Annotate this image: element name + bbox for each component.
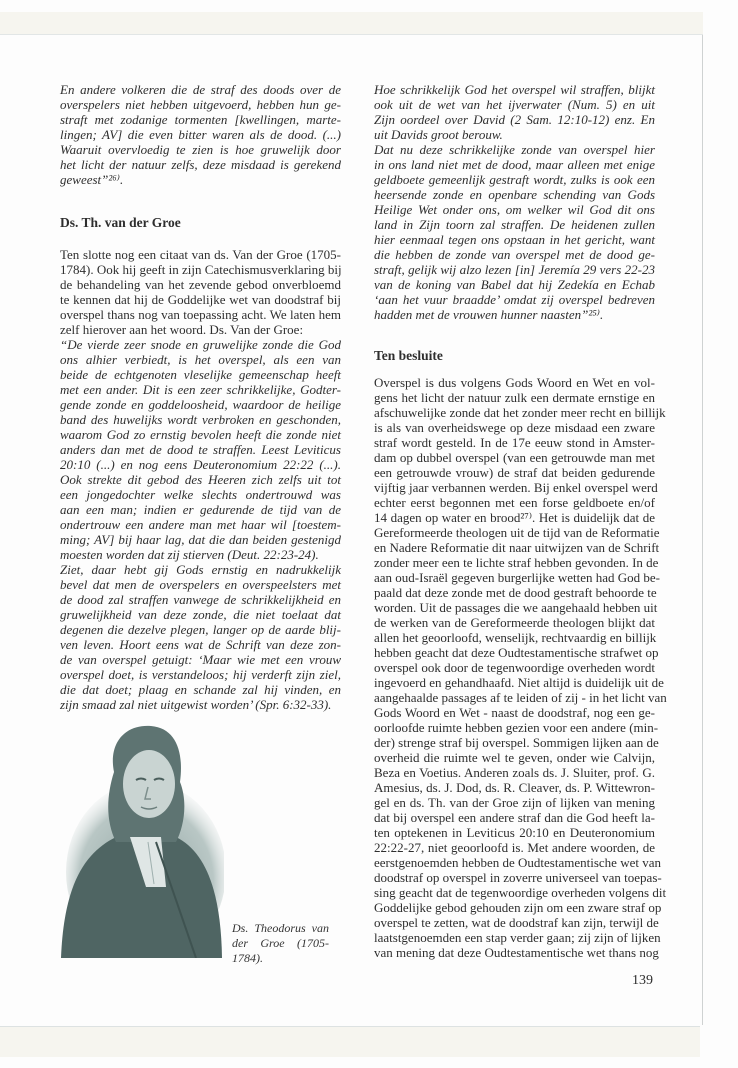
text-line: Ziet, daar hebt gij Gods ernstig en nadrukkelijk xyxy=(60,562,341,577)
text-line: straft, gelijk wij alzo lezen [in] Jeremía 29 vers 22-23 xyxy=(374,262,655,277)
text-line: sing geacht dat de tegenwoordige overheden volgens dit xyxy=(374,885,667,900)
scan-top-border xyxy=(0,12,703,35)
text-line: 1784). Ook hij geeft in zijn Catechismusverklaring bij xyxy=(60,262,342,277)
text-line: ons alhier verbiedt, is het overspel, als een van xyxy=(60,352,341,367)
quote-continuation-van-der-groe xyxy=(374,82,655,322)
section-heading-ten-besluite: Ten besluite xyxy=(374,348,443,363)
text-line: straf wordt gesteld. In de 17e eeuw stond in Amster- xyxy=(374,435,655,450)
text-line: die dat doet; plaag en schande zal hij vinden, en xyxy=(60,682,341,697)
text-line: heersende zonde en openbare schending van Gods xyxy=(374,187,655,202)
text-line: gens het licht der natuur zulk een dermate ernstige en xyxy=(374,390,655,405)
text-line: Heilige Wet onder ons, om welker wil God dit ons xyxy=(374,202,655,217)
text-line: eerstgenoemden hebben de Oudtestamentische wet van xyxy=(374,855,661,870)
scan-bottom-border xyxy=(0,1026,700,1057)
caption-line: der Groe (1705- xyxy=(232,936,329,950)
text-line: allen het geoorloofd, wenselijk, rechtvaardig en billijk xyxy=(374,630,657,645)
text-line: ingevoerd en gehandhaafd. Niet altijd is duidelijk uit de xyxy=(374,675,664,690)
text-line: de werken van de Gereformeerde theologen blijkt dat xyxy=(374,615,655,630)
text-line: anders dan met de dood te straffen. Leest Leviticus xyxy=(60,442,341,457)
text-line: van de koning van Babel dat hij Zedekía en Echab xyxy=(374,277,655,292)
text-line: in ons land niet met de dood, maar alleen met enige xyxy=(374,157,655,172)
text-line: “De vierde zeer snode en gruwelijke zonde die God xyxy=(60,337,341,352)
text-line: aan oud-Israël gegeven burgerlijke wetten had God be- xyxy=(374,570,661,585)
text-line: hadden met de vrouwen hunner naasten”²⁵⁾. xyxy=(374,307,604,322)
text-line: Ook strekte dit gebod des Heeren zich zelfs uit tot xyxy=(60,472,341,487)
text-line: vijftig jaar verbannen werden. Bij enkel overspel werd xyxy=(374,480,658,495)
text-line: zelf hierover aan het woord. Ds. Van der Groe: xyxy=(60,322,304,337)
section-heading-van-der-groe: Ds. Th. van der Groe xyxy=(60,215,181,230)
text-line: Gereformeerde theologen uit de tijd van de Reformatie xyxy=(374,525,660,540)
text-line: het licht der natuur zelfs, deze misdaad is gerekend xyxy=(60,157,341,172)
text-line: degenen die dezelve plegen, langer op de aarde blij- xyxy=(60,622,341,637)
text-line: ven leven. Hoort eens wat de Schrift van deze zon- xyxy=(60,637,341,652)
text-line: hebben geacht dat deze Oudtestamentische strafwet op xyxy=(374,645,659,660)
text-line: Hoe schrikkelijk God het overspel wil straffen, blijkt xyxy=(374,82,655,97)
text-line: En andere volkeren die de straf des doods over de xyxy=(60,82,341,97)
text-line: ondertrouw een andere man met haar wil [toestem- xyxy=(60,517,341,532)
text-line: overspelers niet hebben uitgevoerd, hebben hun ge- xyxy=(60,97,341,112)
text-line: 22:22-27, niet geoorloofd is. Met andere woorden, de xyxy=(374,840,655,855)
text-line: geldboete gemeenlijk gestraft wordt, zulks is ook een xyxy=(374,172,655,187)
text-line: dat bij overspel een andere straf dan die God heeft la- xyxy=(374,810,655,825)
text-line: met een ander. Dit is een zeer schrikkelijke, Godter- xyxy=(60,382,341,397)
portrait-caption xyxy=(232,921,329,966)
text-line: doodstraf op overspel in zoverre universeel van toepas- xyxy=(374,870,662,885)
text-line: overheid die ruimte wel te geven, onder wie Calvijn, xyxy=(374,750,655,765)
text-line: en Nadere Reformatie dit naar uitwijzen van de Schrift xyxy=(374,540,660,555)
text-line: paald dat deze zonde met de dood gestraft behoorde te xyxy=(374,585,657,600)
text-line: oorloofde ruimte hebben gezien voor een andere (min- xyxy=(374,720,659,735)
text-line: ten optekenen in Leviticus 20:10 en Deuteronomium xyxy=(374,825,655,840)
text-line: Beza en Voetius. Anderen zoals ds. J. Sluiter, prof. G. xyxy=(374,765,655,780)
page-number: 139 xyxy=(632,973,653,988)
caption-line: 1784). xyxy=(232,951,263,965)
text-line: Gods Woord en Wet - naast de doodstraf, nog een ge- xyxy=(374,705,655,720)
text-line: die hebben de zonde van overspel met de dood ge- xyxy=(374,247,655,262)
text-line: worden. Uit de passages die we aangehaald hebben uit xyxy=(374,600,658,615)
text-line: gel en ds. Th. van der Groe zijn of lijken van mening xyxy=(374,795,655,810)
text-line: Zijn oordeel over David (2 Sam. 12:10-12) enz. En xyxy=(374,112,655,127)
quote-van-der-groe xyxy=(60,337,341,712)
text-line: te kennen dat hij de Goddelijke wet van doodstraf bij xyxy=(60,292,341,307)
text-line: echter eerst begonnen met een forse geldboete en/of xyxy=(374,495,655,510)
text-line: laatstgenoemden een stap verder gaan; zij zijn of lijken xyxy=(374,930,661,945)
text-line: de behandeling van het zevende gebod onverbloemd xyxy=(60,277,341,292)
text-line: zijn smaad zal niet uitgewist worden’ (Spr. 6:32-33). xyxy=(60,697,332,712)
text-line: overspel thans nog van toepassing acht. We laten hem xyxy=(60,307,341,322)
text-line: straft met zodanige tormenten [kwellingen, marte- xyxy=(60,112,341,127)
text-line: afschuwelijke zonde dat het zonder meer recht en billijk xyxy=(374,405,666,420)
text-line: van mening dat deze Oudtestamentische wet thans nog xyxy=(374,945,659,960)
text-line: ming; AV] bij haar lag, dat die dan beiden gestenigd xyxy=(60,532,341,547)
text-line: 14 dagen op water en brood²⁷⁾. Het is duidelijk dat de xyxy=(374,510,655,525)
text-line: overspel ook door de tegenwoordige overheden wordt xyxy=(374,660,655,675)
text-line: ook uit de wet van het ijverwater (Num. 5) en uit xyxy=(374,97,655,112)
text-line: een getrouwde vrouw) de straf dat beiden gedurende xyxy=(374,465,655,480)
text-line: ‘aan het vuur braadde’ omdat zij overspel bedreven xyxy=(374,292,655,307)
text-line: de van overspel getuigt: ‘Maar wie met een vrouw xyxy=(60,652,341,667)
text-line: dam op dubbel overspel (van een getrouwde man met xyxy=(374,450,655,465)
text-line: een jongedochter welke slechts ondertrouwd was xyxy=(60,487,341,502)
text-line: Ten slotte nog een citaat van ds. Van der Groe (1705- xyxy=(60,247,341,262)
text-line: overspel te zetten, wat de doodstraf kan zijn, terwijl de xyxy=(374,915,659,930)
text-line: de dood zal straffen vanwege de schrikkelijkheid en xyxy=(60,592,341,607)
quote-paragraph-other-nations xyxy=(60,82,341,187)
text-line: beide de echtgenoten vleselijke gemeenschap heeft xyxy=(60,367,341,382)
text-line: Amesius, ds. J. Dod, ds. R. Cleaver, ds. P. Wittewron- xyxy=(374,780,655,795)
text-line: gende zonde en goddeloosheid, waardoor de heilige xyxy=(60,397,341,412)
text-line: der) strenge straf bij overspel. Sommigen lijken aan de xyxy=(374,735,659,750)
text-line: land in Zijn toorn zal straffen. De heidenen zullen xyxy=(374,217,655,232)
text-line: hier eenmaal tegen ons opstaan in het gericht, want xyxy=(374,232,655,247)
text-line: Dat nu deze schrikkelijke zonde van overspel hier xyxy=(374,142,655,157)
text-line: bevel dat men de overspelers en overspeelsters met xyxy=(60,577,341,592)
portrait-theodorus-van-der-groe xyxy=(56,712,224,958)
text-line: lingen; AV] die even bitter waren als de dood. (...) xyxy=(60,127,341,142)
text-line: waarom God zo ernstig bevolen heeft die zonde niet xyxy=(60,427,341,442)
scan-right-edge xyxy=(702,35,703,1025)
conclusion-paragraph xyxy=(374,375,667,960)
text-line: zonder meer een te lichte straf hebben gevonden. In de xyxy=(374,555,659,570)
text-line: moesten worden dat zij stierven (Deut. 22:23-24). xyxy=(60,547,319,562)
text-line: band des huwelijks wordt verbroken en geschonden, xyxy=(60,412,341,427)
text-line: uit Davids groot berouw. xyxy=(374,127,503,142)
text-line: Overspel is dus volgens Gods Woord en Wet en vol- xyxy=(374,375,655,390)
text-line: aan een man; indien er gedurende de tijd van de xyxy=(60,502,341,517)
caption-line: Ds. Theodorus van xyxy=(232,921,329,935)
text-line: Goddelijke gebod gehouden zijn om een zware straf op xyxy=(374,900,662,915)
text-line: aangehaalde passages af te leiden of zij - in het licht van xyxy=(374,690,667,705)
text-line: gruwelijkheid van deze zonde, die niet toelaat dat xyxy=(60,607,341,622)
text-line: 20:10 (...) en nog eens Deuteronomium 22:22 (...). xyxy=(60,457,341,472)
text-line: Waaruit overvloedig te zien is hoe gruwelijk door xyxy=(60,142,341,157)
text-line: overspel doet, is verstandeloos; hij verderft zijn ziel, xyxy=(60,667,341,682)
text-line: geweest”²⁶⁾. xyxy=(60,172,124,187)
text-line: is als van overheidswege op deze misdaad een zware xyxy=(374,420,655,435)
intro-paragraph-van-der-groe xyxy=(60,247,341,337)
